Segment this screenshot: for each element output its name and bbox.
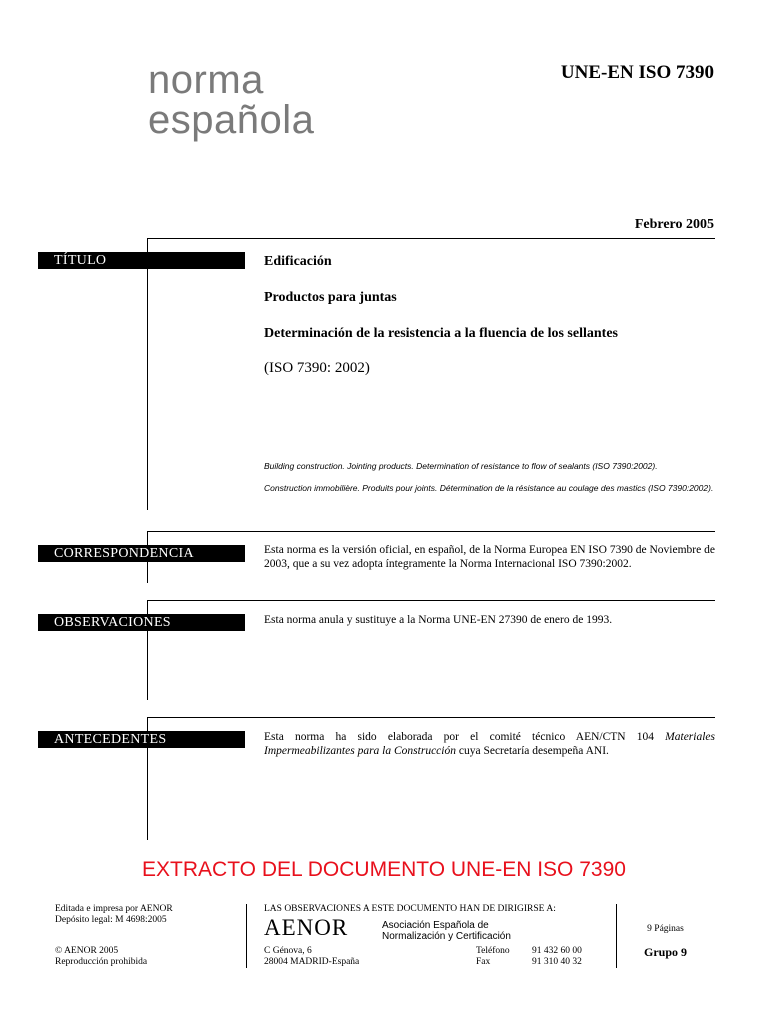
association-line-1: Asociación Española de [382, 920, 489, 931]
antecedentes-text-start: Esta norma ha sido elaborada por el comité técnico AEN/CTN 104 [264, 731, 666, 743]
aenor-logo: AENOR [264, 915, 349, 940]
titulo-divider-vertical [147, 238, 148, 510]
correspondencia-text: Esta norma es la versión oficial, en español, de la Norma Europea EN ISO 7390 de Noviembre de 2003, que a su vez adopta íntegramente la Norma Internacional ISO 7390:2002. [264, 544, 715, 570]
antecedentes-divider-horizontal [147, 717, 715, 718]
edited-by: Editada e impresa por AENOR [55, 904, 173, 914]
association-line-2: Normalización y Certificación [382, 931, 511, 942]
address [264, 946, 359, 968]
group-label: Grupo 9 [643, 945, 687, 959]
observaciones-text: Esta norma anula y sustituye a la Norma UNE-EN 27390 de enero de 1993. [264, 614, 613, 626]
contact-values [532, 946, 582, 968]
correspondencia-divider-horizontal [147, 531, 715, 532]
page-count: 9 Páginas [647, 924, 684, 934]
french-title: Construction immobilière. Produits pour joints. Détermination de la résistance au coulage des mastics (ISO 7390:2002). [264, 483, 714, 493]
observaciones-label: OBSERVACIONES [38, 614, 245, 631]
brand-line-1: norma [148, 58, 264, 102]
iso-reference: (ISO 7390: 2002) [264, 360, 370, 376]
brand-line-2: española [148, 98, 315, 142]
extract-notice: EXTRACTO DEL DOCUMENTO UNE-EN ISO 7390 [142, 858, 626, 881]
publication-date: Febrero 2005 [634, 217, 714, 232]
title-line-1: Edificación [264, 254, 332, 269]
antecedentes-text-end: cuya Secretaría desempeña ANI. [455, 745, 609, 757]
fax-number: 91 310 40 32 [532, 957, 582, 967]
contact-labels [476, 946, 510, 968]
address-street: C Génova, 6 [264, 946, 312, 956]
title-line-2: Productos para juntas [264, 290, 397, 305]
phone-number: 91 432 60 00 [532, 946, 582, 956]
footer-publisher [55, 904, 173, 926]
observaciones-divider-horizontal [147, 600, 715, 601]
reproduction-notice: Reproducción prohibida [55, 957, 148, 967]
antecedentes-committee-name: Materiales Impermeabilizantes para la Construcción [264, 731, 715, 757]
titulo-divider-horizontal [147, 238, 715, 239]
standard-code: UNE-EN ISO 7390 [560, 62, 714, 83]
legal-deposit: Depósito legal: M 4698:2005 [55, 915, 167, 925]
brand-title [148, 60, 314, 140]
correspondencia-label: CORRESPONDENCIA [38, 545, 245, 562]
footer-divider [246, 904, 247, 968]
footer-copyright [55, 946, 147, 968]
antecedentes-label: ANTECEDENTES [38, 731, 245, 748]
titulo-label: TÍTULO [38, 252, 245, 269]
antecedentes-text [264, 730, 715, 758]
observations-header: LAS OBSERVACIONES A ESTE DOCUMENTO HAN DE DIRIGIRSE A: [264, 904, 556, 914]
phone-label: Teléfono [476, 946, 510, 956]
association-name [382, 920, 511, 942]
title-line-3: Determinación de la resistencia a la fluencia de los sellantes [264, 326, 618, 341]
english-title: Building construction. Jointing products. Determination of resistance to flow of sealants (ISO 7390:2002). [264, 461, 658, 471]
copyright: © AENOR 2005 [55, 946, 119, 956]
address-city: 28004 MADRID-España [264, 957, 360, 967]
fax-label: Fax [476, 957, 491, 967]
